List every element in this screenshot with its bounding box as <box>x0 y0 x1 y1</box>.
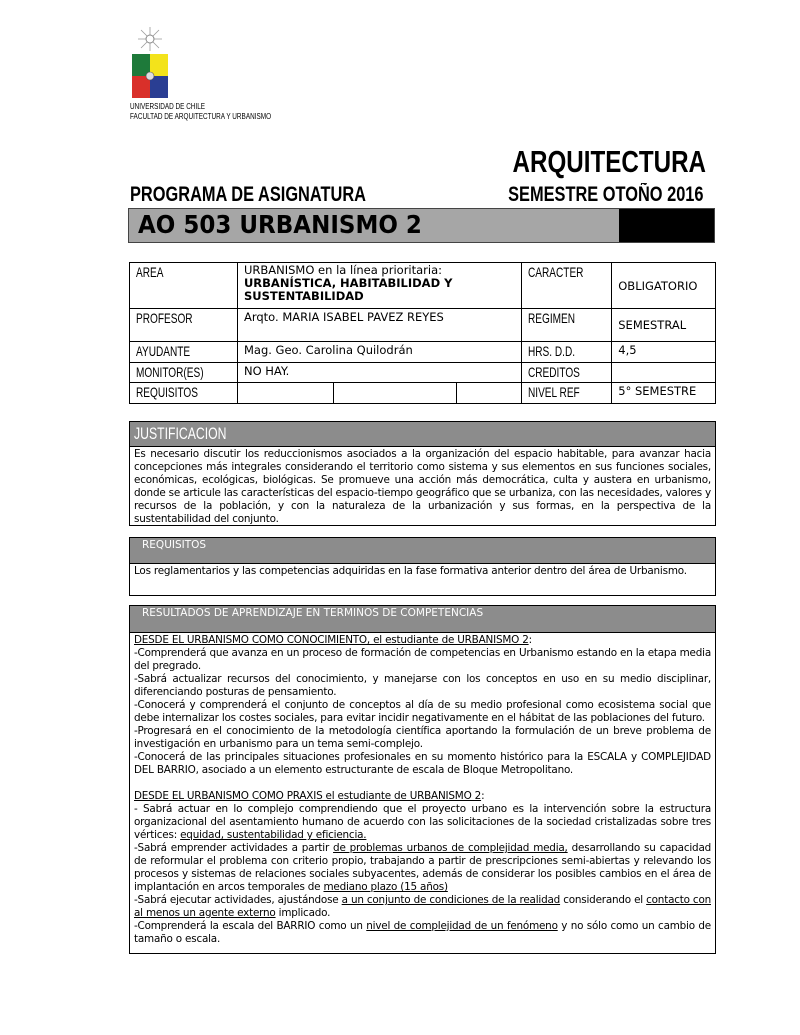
nivel-value: 5° SEMESTRE <box>618 384 697 398</box>
ayudante-label: AYUDANTE <box>136 343 191 359</box>
university-crest-logo <box>130 25 170 101</box>
text-segment: -Comprenderá que avanza en un proceso de formación de competencias en Urbanismo estando en la etapa media del pregrado. <box>134 647 711 672</box>
monitor-value: NO HAY. <box>243 364 290 378</box>
underlined-text: a un conjunto de condiciones de la realidad <box>341 894 561 906</box>
resultados-paragraph <box>134 647 711 673</box>
requisitos-cell-2 <box>333 383 456 404</box>
requisitos-title: REQUISITOS <box>142 539 207 551</box>
resultados-paragraph <box>134 894 711 920</box>
area-line1: URBANISMO en la línea prioritaria: <box>243 263 443 277</box>
area-line2: URBANÍSTICA, HABITABILIDAD Y SUSTENTABILIDAD <box>243 276 453 303</box>
resultados-paragraph <box>134 634 711 647</box>
title-bar-black-block <box>619 209 714 242</box>
requisitos-label: REQUISITOS <box>136 384 198 400</box>
underlined-text: mediano plazo (15 años) <box>323 881 448 893</box>
resultados-text <box>130 633 715 947</box>
caracter-value: OBLIGATORIO <box>618 278 698 293</box>
school-name: ARQUITECTURA <box>512 144 706 179</box>
justificacion-text: Es necesario discutir los reduccionismos asociados a la organización del espacio habitable, para avanzar hacia concepciones más integrales considerando el territorio como sistema y sus elementos en sus funciones sociales, económicas, ecológicas, biológicas. Se promueve una acción más democrática, culta y austera en urbanismo, donde se articule las características del espacio-tiempo geográfico que se urbaniza, con las necesidades, valores y recursos de la población, y con la naturaleza de la urbanización y sus formas, en la perspectiva de la sustentabilidad del conjunto. <box>134 448 711 525</box>
resultados-header <box>130 606 715 633</box>
resultados-paragraph <box>134 920 711 946</box>
hrs-value: 4,5 <box>618 343 637 357</box>
requisitos-text: Los reglamentarios y las competencias adquiridas en la fase formativa anterior dentro del área de Urbanismo. <box>134 565 687 577</box>
underlined-text: de problemas urbanos de complejidad media, <box>333 842 568 854</box>
resultados-paragraph <box>134 803 711 842</box>
underlined-text: contacto con al menos un agente externo <box>134 894 711 919</box>
resultados-section <box>129 605 716 954</box>
resultados-paragraph <box>134 777 711 790</box>
course-info-table <box>129 262 716 404</box>
requisitos-section <box>129 537 716 596</box>
justificacion-title: JUSTIFICACION <box>134 424 227 443</box>
document-type: PROGRAMA DE ASIGNATURA <box>130 183 366 206</box>
nivel-label: NIVEL REF <box>528 384 580 400</box>
text-segment: : <box>528 634 532 646</box>
monitor-label: MONITOR(ES) <box>136 364 204 380</box>
faculty-name: FACULTAD DE ARQUITECTURA Y URBANISMO <box>130 112 272 121</box>
course-title: AO 503 URBANISMO 2 <box>138 210 422 239</box>
resultados-paragraph <box>134 673 711 699</box>
text-segment: -Conocerá y comprenderá el conjunto de conceptos al día de su medio profesional como ecosistema social que debe internalizar los costes sociales, para evitar incidir negativamente en el hábitat de las poblaciones del futuro. <box>134 699 711 724</box>
text-segment: - Sabrá actuar en lo complejo comprendiendo que el proyecto urbano es la intervención sobre la estructura organizacional del asentamiento humano de acuerdo con las solicitaciones de la sociedad cristalizadas sobre tres vértices: <box>134 803 711 841</box>
text-segment: -Progresará en el conocimiento de la metodología científica aportando la formulación de un breve problema de investigación en urbanismo para un tema semi-complejo. <box>134 725 711 750</box>
text-segment: -Comprenderá la escala del BARRIO como un <box>134 920 367 932</box>
regimen-label: REGIMEN <box>528 310 576 326</box>
institution-name <box>130 102 271 122</box>
underlined-text: DESDE EL URBANISMO COMO PRAXIS el estudiante de URBANISMO 2 <box>134 790 482 802</box>
underlined-text: nivel de complejidad de un fenómeno <box>366 920 558 932</box>
requisitos-cell-3 <box>457 383 522 404</box>
resultados-paragraph <box>134 699 711 725</box>
hrs-label: HRS. D.D. <box>528 343 576 359</box>
caracter-label: CARACTER <box>528 264 584 280</box>
creditos-value <box>612 363 716 383</box>
requisitos-header <box>130 538 715 564</box>
text-segment: : <box>481 790 485 802</box>
text-segment: -Sabrá actualizar recursos del conocimiento, y manejarse con los conceptos en uso en su medio disciplinar, diferenciando posturas de pensamiento. <box>134 673 711 698</box>
university-name: UNIVERSIDAD DE CHILE <box>130 102 206 111</box>
area-label: AREA <box>136 264 164 280</box>
justificacion-section <box>129 421 716 526</box>
ayudante-value: Mag. Geo. Carolina Quilodrán <box>243 343 413 357</box>
requisitos-cell-1 <box>237 383 333 404</box>
resultados-paragraph <box>134 790 711 803</box>
text-segment: -Sabrá ejecutar actividades, ajustándose <box>134 894 342 906</box>
text-segment: y no sólo como un cambio de tamaño o escala. <box>134 920 711 945</box>
underlined-text: DESDE EL URBANISMO COMO CONOCIMIENTO, el estudiante de URBANISMO 2 <box>134 634 529 646</box>
course-title-bar <box>128 208 715 243</box>
resultados-paragraph <box>134 842 711 894</box>
resultados-paragraph <box>134 725 711 751</box>
resultados-title: RESULTADOS DE APRENDIZAJE EN TERMINOS DE COMPETENCIAS <box>142 607 484 619</box>
text-segment: desarrollando su capacidad de reformular el problema con criterio propio, trabajando a partir de prescripciones semi-abiertas y relevando los procesos y sistemas de relaciones sociales subyacentes, además de considerar los posibles cambios en el área de implantación en arcos temporales de <box>134 842 712 893</box>
underlined-text: equidad, sustentabilidad y eficiencia. <box>180 829 367 841</box>
text-segment: considerando el <box>560 894 647 906</box>
creditos-label: CREDITOS <box>528 364 581 380</box>
regimen-value: SEMESTRAL <box>618 318 687 332</box>
semester-label: SEMESTRE OTOÑO 2016 <box>508 183 704 206</box>
justificacion-header <box>130 422 715 447</box>
text-segment: implicado. <box>275 907 331 919</box>
profesor-label: PROFESOR <box>136 310 193 326</box>
text-segment: -Sabrá emprender actividades a partir <box>134 842 334 854</box>
text-segment: -Conocerá de las principales situaciones profesionales en su momento histórico para la ESCALA y COMPLEJIDAD DEL BARRIO, asociado a un elemento estructurante de escala de Bloque Metropolitano. <box>134 751 711 776</box>
profesor-value: Arqto. MARIA ISABEL PAVEZ REYES <box>243 310 444 324</box>
resultados-paragraph <box>134 751 711 777</box>
